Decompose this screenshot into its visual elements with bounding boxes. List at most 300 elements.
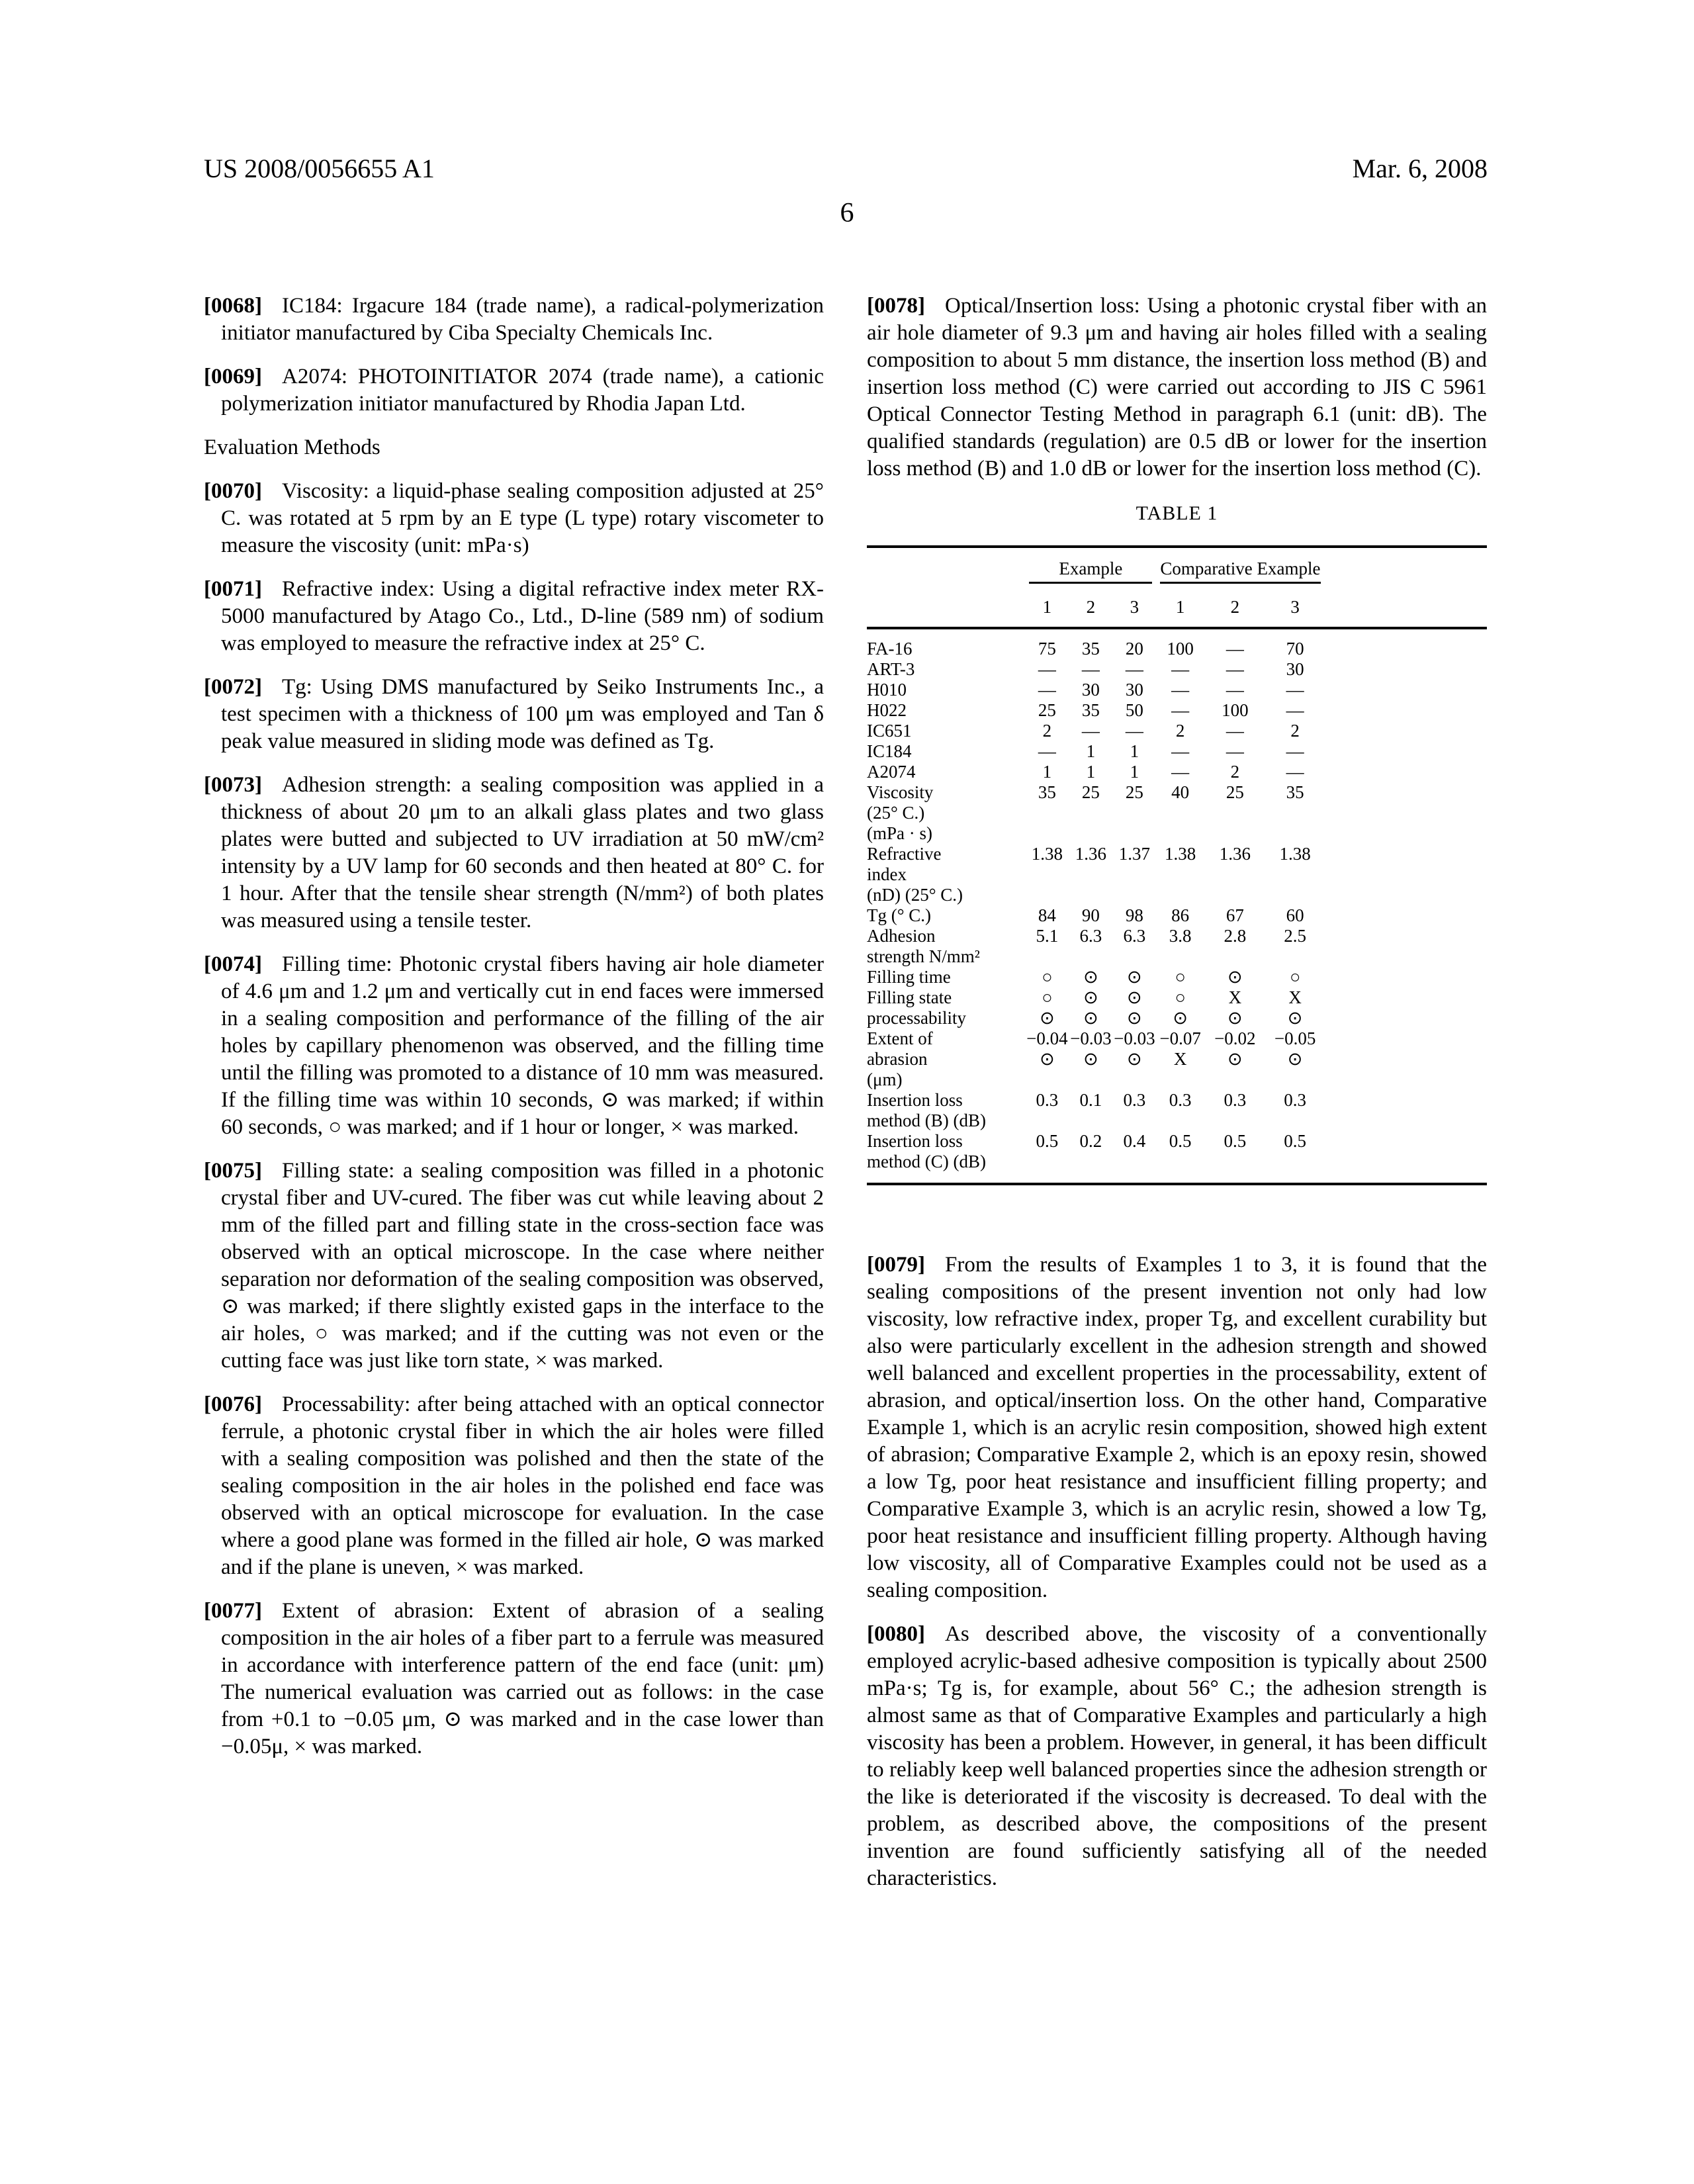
- cell-value: [1112, 1111, 1156, 1131]
- cell-value: ⊙: [1083, 1008, 1098, 1028]
- table-row: [867, 926, 1487, 946]
- column-header: 2: [1069, 584, 1112, 628]
- table-row: [867, 721, 1487, 741]
- cell-value: 6.3: [1079, 926, 1102, 946]
- cell-value: —: [1226, 659, 1244, 679]
- cell-value: [1204, 946, 1266, 967]
- cell-value: [1156, 1111, 1204, 1131]
- paragraph-text: Tg: Using DMS manufactured by Seiko Instruments Inc., a test specimen with a thickness of 100 μm was employed and Tan δ peak value measured in sliding mode was defined as Tg.: [221, 675, 824, 753]
- row-label: A2074: [867, 762, 916, 782]
- paragraph: [204, 293, 824, 347]
- cell-value: [1025, 946, 1069, 967]
- cell-value: 98: [1125, 905, 1143, 925]
- table-row: [867, 628, 1487, 659]
- cell-value: −0.07: [1159, 1028, 1201, 1048]
- table-1: [867, 545, 1487, 1185]
- cell-value: 25: [1226, 782, 1244, 802]
- row-label: IC651: [867, 721, 912, 741]
- cell-value: 1.38: [1279, 844, 1311, 864]
- cell-value: 50: [1125, 700, 1143, 720]
- group-header-comparative-example-label: Comparative Example: [1160, 559, 1320, 584]
- column-header: 1: [1025, 584, 1069, 628]
- cell-value: ⊙: [1083, 1049, 1098, 1069]
- cell-value: 67: [1226, 905, 1244, 925]
- cell-value: 5.1: [1036, 926, 1059, 946]
- cell-value: [1204, 1069, 1266, 1090]
- paragraph-number: [0080]: [867, 1622, 925, 1646]
- cell-value: −0.02: [1214, 1028, 1256, 1048]
- paragraph-text: As described above, the viscosity of a conventionally employed acrylic-based adhesive composition is typically about 2500 mPa·s; Tg is, for example, about 56° C.; the adhesion strength is almost same as that of Comparative Examples and particularly a high viscosity has been a problem. However, in general, it has been difficult to reliably keep well balanced properties since the adhesion strength or the like is deteriorated if the viscosity is decreased. To deal with the problem, as described above, the compositions of the present invention are found sufficiently satisfying all of the needed characteristics.: [867, 1622, 1487, 1890]
- empty-cell: [1325, 823, 1488, 844]
- cell-value: —: [1286, 700, 1304, 720]
- paragraph-text: Filling state: a sealing composition was filled in a photonic crystal fiber and UV-cured. The fiber was cut while leaving about 2 mm of the filled part and filling state in the cross-section face was observed with an optical microscope. In the case where neither separation nor deformation of the sealing composition was observed, ⊙ was marked; if there slightly existed gaps in the interface to the air holes, ○ was marked; and if the cutting was not even or the cutting face was just like torn state, × was marked.: [221, 1159, 824, 1373]
- cell-value: 2: [1042, 721, 1052, 741]
- row-label: (nD) (25° C.): [867, 885, 963, 905]
- paragraph-text: IC184: Irgacure 184 (trade name), a radical-polymerization initiator manufactured by Ciba Specialty Chemicals Inc.: [221, 294, 824, 345]
- cell-value: [1025, 864, 1069, 885]
- cell-value: [1204, 1152, 1266, 1184]
- cell-value: [1266, 885, 1325, 905]
- cell-value: 0.1: [1079, 1090, 1102, 1110]
- empty-cell: [1325, 1111, 1488, 1131]
- cell-value: [1025, 1111, 1069, 1131]
- cell-value: 35: [1081, 639, 1100, 659]
- cell-value: [1112, 803, 1156, 823]
- paragraph-number: [0073]: [204, 773, 262, 797]
- paragraph-text: Filling time: Photonic crystal fibers having air hole diameter of 4.6 μm and 1.2 μm and vertically cut in end faces were immersed in a sealing composition and performance of the filling of the air holes by capillary phenomenon was observed, and the filling time until the filling was promoted to a distance of 10 mm was measured. If the filling time was within 10 seconds, ⊙ was marked; if within 60 seconds, ○ was marked; and if 1 hour or longer, × was marked.: [221, 952, 824, 1139]
- table-row: [867, 844, 1487, 864]
- cell-value: 70: [1286, 639, 1304, 659]
- empty-cell: [1325, 1069, 1488, 1090]
- empty-cell: [1325, 926, 1488, 946]
- paragraph: [867, 1251, 1487, 1604]
- running-header: [204, 154, 1488, 184]
- cell-value: ⊙: [1287, 1049, 1303, 1069]
- group-header-example-label: Example: [1029, 559, 1152, 584]
- cell-value: 30: [1286, 659, 1304, 679]
- cell-value: —: [1226, 639, 1244, 659]
- cell-value: ⊙: [1227, 1049, 1243, 1069]
- paragraph-text: Extent of abrasion: Extent of abrasion of a sealing composition in the air holes of a fiber part to a ferrule was measured in accordance with interference pattern of the end face (unit: μm) The numerical evaluation was carried out as follows: in the case from +0.1 to −0.05 μm, ⊙ was marked and in the case lower than −0.05μ, × was marked.: [221, 1599, 824, 1758]
- empty-cell: [1325, 864, 1488, 885]
- cell-value: [1204, 885, 1266, 905]
- cell-value: 100: [1167, 639, 1194, 659]
- table-row: [867, 1028, 1487, 1049]
- paragraph-text: Refractive index: Using a digital refractive index meter RX-5000 manufactured by Atago Co., Ltd., D-line (589 nm) of sodium was employed to measure the refractive index at 25° C.: [221, 577, 824, 655]
- empty-cell: [1325, 885, 1488, 905]
- paragraph-number: [0072]: [204, 675, 262, 699]
- cell-value: 0.2: [1079, 1131, 1102, 1151]
- row-label: processability: [867, 1008, 966, 1028]
- publication-date: Mar. 6, 2008: [1352, 154, 1488, 183]
- empty-cell: [1325, 1049, 1488, 1069]
- paragraph: [204, 674, 824, 755]
- table-column-number-row: [867, 584, 1487, 628]
- table-row: [867, 782, 1487, 803]
- cell-value: —: [1226, 680, 1244, 700]
- cell-value: 1.36: [1075, 844, 1106, 864]
- paragraph-number: [0070]: [204, 479, 262, 503]
- cell-value: 2: [1290, 721, 1300, 741]
- cell-value: —: [1226, 741, 1244, 761]
- cell-value: —: [1171, 700, 1190, 720]
- cell-value: [1156, 946, 1204, 967]
- empty-cell: [1325, 1131, 1488, 1152]
- cell-value: ○: [1175, 987, 1186, 1007]
- row-label: H022: [867, 700, 907, 720]
- group-header-comparative-example: [1156, 547, 1324, 584]
- cell-value: 35: [1286, 782, 1304, 802]
- row-label: IC184: [867, 741, 912, 761]
- cell-value: 0.3: [1284, 1090, 1306, 1110]
- cell-value: [1156, 1152, 1204, 1184]
- cell-value: —: [1038, 680, 1056, 700]
- row-label: (mPa · s): [867, 823, 932, 843]
- table-row: [867, 1111, 1487, 1131]
- section-heading: Evaluation Methods: [204, 435, 380, 459]
- table-1-section: [867, 500, 1487, 1185]
- cell-value: [1025, 885, 1069, 905]
- cell-value: [1266, 803, 1325, 823]
- table-row: [867, 680, 1487, 700]
- cell-value: 1.37: [1118, 844, 1150, 864]
- cell-value: [1069, 885, 1112, 905]
- row-label: (μm): [867, 1069, 903, 1089]
- table-row: [867, 864, 1487, 885]
- cell-value: —: [1081, 721, 1100, 741]
- table-row: [867, 946, 1487, 967]
- empty-cell: [867, 547, 1025, 584]
- cell-value: ⊙: [1127, 1008, 1142, 1028]
- paragraph-text: Processability: after being attached with an optical connector ferrule, a photonic crystal fiber in which the air holes were filled with a sealing composition was polished and then the state of the sealing composition in the air holes in the polished end face was observed with an optical microscope for evaluation. In the case where a good plane was formed in the filled air hole, ⊙ was marked and if the plane is uneven, × was marked.: [221, 1392, 824, 1579]
- cell-value: 25: [1038, 700, 1056, 720]
- cell-value: 3.8: [1169, 926, 1192, 946]
- empty-cell: [1325, 700, 1488, 721]
- right-column-text-after-table: [867, 1251, 1487, 1892]
- cell-value: ⊙: [1127, 1049, 1142, 1069]
- cell-value: ⊙: [1083, 967, 1098, 987]
- cell-value: ⊙: [1227, 967, 1243, 987]
- paragraph: [204, 951, 824, 1141]
- cell-value: X: [1228, 987, 1242, 1007]
- cell-value: —: [1171, 659, 1190, 679]
- cell-value: [1266, 823, 1325, 844]
- paragraph-text: Adhesion strength: a sealing composition was applied in a thickness of about 20 μm to an alkali glass plates and two glass plates were butted and subjected to UV irradiation at 50 mW/cm² intensity by a UV lamp for 60 seconds and then heated at 80° C. for 1 hour. After that the tensile shear strength (N/mm²) of both plates was measured using a tensile tester.: [221, 773, 824, 933]
- cell-value: −0.04: [1026, 1028, 1068, 1048]
- cell-value: ⊙: [1127, 987, 1142, 1007]
- cell-value: 0.3: [1036, 1090, 1059, 1110]
- table-row: [867, 1090, 1487, 1111]
- table-row: [867, 823, 1487, 844]
- cell-value: [1112, 1069, 1156, 1090]
- cell-value: 0.4: [1123, 1131, 1146, 1151]
- cell-value: 86: [1171, 905, 1190, 925]
- cell-value: ○: [1042, 967, 1053, 987]
- empty-cell: [1325, 987, 1488, 1008]
- cell-value: [1112, 823, 1156, 844]
- cell-value: 1.36: [1219, 844, 1251, 864]
- row-label: abrasion: [867, 1049, 928, 1069]
- page-number: 6: [840, 198, 854, 228]
- empty-cell: [1325, 547, 1488, 584]
- table-row: [867, 1152, 1487, 1184]
- cell-value: 30: [1125, 680, 1143, 700]
- cell-value: [1204, 864, 1266, 885]
- cell-value: 0.3: [1123, 1090, 1146, 1110]
- column-header: 3: [1112, 584, 1156, 628]
- cell-value: 0.5: [1224, 1131, 1247, 1151]
- paragraph-number: [0077]: [204, 1599, 262, 1623]
- cell-value: 1.38: [1031, 844, 1063, 864]
- cell-value: —: [1038, 741, 1056, 761]
- cell-value: 1: [1130, 741, 1139, 761]
- paragraph-number: [0071]: [204, 577, 262, 601]
- cell-value: [1069, 946, 1112, 967]
- cell-value: 1: [1086, 741, 1096, 761]
- empty-cell: [1325, 803, 1488, 823]
- row-label: strength N/mm²: [867, 946, 980, 966]
- cell-value: ⊙: [1127, 967, 1142, 987]
- empty-cell: [1325, 1090, 1488, 1111]
- cell-value: [1266, 1152, 1325, 1184]
- empty-cell: [1325, 1028, 1488, 1049]
- cell-value: —: [1171, 762, 1190, 782]
- empty-cell: [1325, 741, 1488, 762]
- cell-value: ○: [1175, 967, 1186, 987]
- paragraph: [204, 576, 824, 657]
- cell-value: [1156, 823, 1204, 844]
- paragraph: [204, 1391, 824, 1581]
- cell-value: 6.3: [1123, 926, 1146, 946]
- cell-value: [1112, 885, 1156, 905]
- table-row: [867, 659, 1487, 680]
- cell-value: [1112, 864, 1156, 885]
- cell-value: [1156, 803, 1204, 823]
- paragraph: [204, 772, 824, 934]
- cell-value: [1266, 946, 1325, 967]
- cell-value: 1: [1086, 762, 1096, 782]
- cell-value: 1: [1042, 762, 1052, 782]
- cell-value: 35: [1038, 782, 1056, 802]
- empty-cell: [1325, 946, 1488, 967]
- paragraph-number: [0074]: [204, 952, 262, 976]
- cell-value: —: [1286, 762, 1304, 782]
- cell-value: 30: [1081, 680, 1100, 700]
- table-row: [867, 1131, 1487, 1152]
- cell-value: −0.03: [1070, 1028, 1112, 1048]
- cell-value: [1204, 823, 1266, 844]
- empty-cell: [867, 584, 1025, 628]
- right-column-text-before-table: [867, 293, 1487, 482]
- row-label: ART-3: [867, 659, 915, 679]
- row-label: method (C) (dB): [867, 1152, 986, 1171]
- paragraph-text: Viscosity: a liquid-phase sealing composition adjusted at 25° C. was rotated at 5 rpm by an E type (L type) rotary viscometer to measure the viscosity (unit: mPa·s): [221, 479, 824, 557]
- empty-cell: [1325, 844, 1488, 864]
- paragraph: [204, 1158, 824, 1375]
- cell-value: ⊙: [1040, 1049, 1055, 1069]
- cell-value: 84: [1038, 905, 1056, 925]
- cell-value: 25: [1125, 782, 1143, 802]
- cell-value: 90: [1081, 905, 1100, 925]
- paragraph-text: A2074: PHOTOINITIATOR 2074 (trade name), a cationic polymerization initiator manufactured by Rhodia Japan Ltd.: [221, 365, 824, 416]
- cell-value: −0.05: [1274, 1028, 1316, 1048]
- row-label: Filling time: [867, 967, 951, 987]
- empty-cell: [1325, 1008, 1488, 1028]
- paragraph: [204, 363, 824, 418]
- cell-value: [1266, 864, 1325, 885]
- cell-value: [1069, 1069, 1112, 1090]
- paragraph: [867, 1621, 1487, 1892]
- patent-number: US 2008/0056655 A1: [204, 154, 435, 183]
- cell-value: [1025, 1152, 1069, 1184]
- cell-value: ○: [1042, 987, 1053, 1007]
- cell-value: [1025, 803, 1069, 823]
- column-header: 1: [1156, 584, 1204, 628]
- cell-value: —: [1286, 741, 1304, 761]
- cell-value: [1204, 803, 1266, 823]
- cell-value: 2.5: [1284, 926, 1306, 946]
- paragraph-number: [0075]: [204, 1159, 262, 1183]
- table-row: [867, 700, 1487, 721]
- cell-value: 2: [1175, 721, 1185, 741]
- row-label: FA-16: [867, 639, 913, 659]
- cell-value: [1069, 864, 1112, 885]
- cell-value: 100: [1222, 700, 1249, 720]
- cell-value: 0.3: [1224, 1090, 1247, 1110]
- cell-value: —: [1171, 741, 1190, 761]
- cell-value: 0.5: [1284, 1131, 1306, 1151]
- table-row: [867, 1069, 1487, 1090]
- cell-value: 75: [1038, 639, 1056, 659]
- empty-cell: [1325, 680, 1488, 700]
- cell-value: X: [1173, 1049, 1187, 1069]
- table-row: [867, 967, 1487, 987]
- column-header: 3: [1266, 584, 1325, 628]
- row-label: (25° C.): [867, 803, 925, 823]
- cell-value: [1112, 1152, 1156, 1184]
- table-row: [867, 1008, 1487, 1028]
- cell-value: ⊙: [1173, 1008, 1188, 1028]
- row-label: Viscosity: [867, 782, 934, 802]
- cell-value: [1204, 1111, 1266, 1131]
- cell-value: ⊙: [1083, 987, 1098, 1007]
- row-label: Insertion loss: [867, 1131, 963, 1151]
- row-label: H010: [867, 680, 907, 700]
- cell-value: —: [1125, 721, 1143, 741]
- paragraph-number: [0068]: [204, 294, 262, 318]
- table-row: [867, 987, 1487, 1008]
- empty-cell: [1325, 1152, 1488, 1184]
- cell-value: [1069, 1152, 1112, 1184]
- cell-value: [1112, 946, 1156, 967]
- empty-cell: [1325, 721, 1488, 741]
- cell-value: [1266, 1069, 1325, 1090]
- cell-value: 25: [1081, 782, 1100, 802]
- cell-value: —: [1125, 659, 1143, 679]
- paragraph: [867, 293, 1487, 482]
- table-row: [867, 741, 1487, 762]
- cell-value: —: [1038, 659, 1056, 679]
- cell-value: ⊙: [1227, 1008, 1243, 1028]
- table-row: [867, 803, 1487, 823]
- cell-value: [1266, 1111, 1325, 1131]
- cell-value: ⊙: [1287, 1008, 1303, 1028]
- paragraph-number: [0079]: [867, 1253, 925, 1277]
- cell-value: —: [1171, 680, 1190, 700]
- left-column: [204, 293, 824, 1777]
- paragraph: [204, 478, 824, 559]
- cell-value: ○: [1289, 967, 1301, 987]
- empty-cell: [1325, 967, 1488, 987]
- cell-value: 40: [1171, 782, 1190, 802]
- cell-value: [1025, 1069, 1069, 1090]
- paragraph-text: From the results of Examples 1 to 3, it is found that the sealing compositions of the present invention not only had low viscosity, low refractive index, proper Tg, and excellent curability but also were particularly excellent in the adhesion strength and showed well balanced and excellent properties in the processability, extent of abrasion, and optical/insertion loss. On the other hand, Comparative Example 1, which is an acrylic resin composition, showed high extent of abrasion; Comparative Example 2, which is an epoxy resin, showed a low Tg, poor heat resistance and insufficient filling property; and Comparative Example 3, which is an acrylic resin, showed a low Tg, poor heat resistance and insufficient filling property. Although having low viscosity, all of Comparative Examples could not be used as a sealing composition.: [867, 1253, 1487, 1602]
- empty-cell: [1325, 584, 1488, 628]
- cell-value: 35: [1081, 700, 1100, 720]
- paragraph: [204, 1598, 824, 1760]
- table-row: [867, 762, 1487, 782]
- paragraph-number: [0078]: [867, 294, 925, 318]
- cell-value: —: [1226, 721, 1244, 741]
- cell-value: [1069, 823, 1112, 844]
- group-header-example: [1025, 547, 1156, 584]
- row-label: Refractive: [867, 844, 942, 864]
- cell-value: [1069, 803, 1112, 823]
- cell-value: 1.38: [1165, 844, 1196, 864]
- cell-value: [1069, 1111, 1112, 1131]
- empty-cell: [1325, 905, 1488, 926]
- paragraph-number: [0069]: [204, 365, 262, 388]
- cell-value: −0.03: [1114, 1028, 1155, 1048]
- empty-cell: [1325, 762, 1488, 782]
- cell-value: —: [1286, 680, 1304, 700]
- cell-value: X: [1288, 987, 1302, 1007]
- cell-value: 0.5: [1036, 1131, 1059, 1151]
- paragraph-text: Optical/Insertion loss: Using a photonic crystal fiber with an air hole diameter of 9.3 μm and having air holes filled with a sealing composition to about 5 mm distance, the insertion loss method (B) and insertion loss method (C) were carried out according to JIS C 5961 Optical Connector Testing Method in paragraph 6.1 (unit: dB). The qualified standards (regulation) are 0.5 dB or lower for the insertion loss method (B) and 1.0 dB or lower for the insertion loss method (C).: [867, 294, 1487, 480]
- cell-value: [1156, 885, 1204, 905]
- row-label: index: [867, 864, 907, 884]
- cell-value: 0.3: [1169, 1090, 1192, 1110]
- row-label: Adhesion: [867, 926, 936, 946]
- row-label: Tg (° C.): [867, 905, 932, 925]
- cell-value: ⊙: [1040, 1008, 1055, 1028]
- empty-cell: [1325, 628, 1488, 659]
- right-column: [867, 293, 1487, 1909]
- cell-value: 2.8: [1224, 926, 1247, 946]
- table-group-header-row: [867, 547, 1487, 584]
- cell-value: 1: [1130, 762, 1139, 782]
- row-label: method (B) (dB): [867, 1111, 986, 1130]
- cell-value: [1156, 864, 1204, 885]
- row-label: Extent of: [867, 1028, 933, 1048]
- column-header: 2: [1204, 584, 1266, 628]
- cell-value: 0.5: [1169, 1131, 1192, 1151]
- cell-value: 60: [1286, 905, 1304, 925]
- cell-value: [1025, 823, 1069, 844]
- cell-value: 20: [1125, 639, 1143, 659]
- paragraph-number: [0076]: [204, 1392, 262, 1416]
- row-label: Filling state: [867, 987, 952, 1007]
- empty-cell: [1325, 782, 1488, 803]
- row-label: Insertion loss: [867, 1090, 963, 1110]
- table-row: [867, 885, 1487, 905]
- table-row: [867, 1049, 1487, 1069]
- table-row: [867, 905, 1487, 926]
- cell-value: 2: [1230, 762, 1240, 782]
- empty-cell: [1325, 659, 1488, 680]
- table-title: TABLE 1: [1136, 502, 1218, 524]
- cell-value: [1156, 1069, 1204, 1090]
